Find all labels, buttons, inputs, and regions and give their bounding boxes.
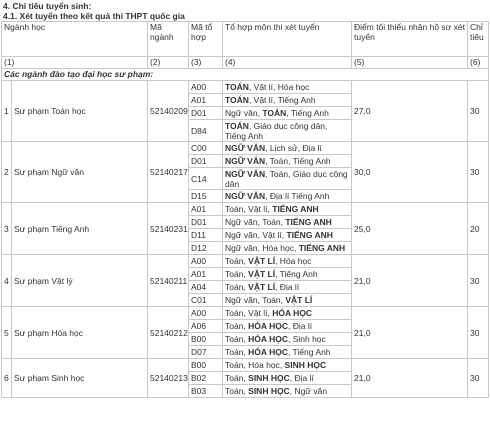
combo-subjects [223,333,352,346]
primary-subject: HÓA HỌC [248,347,288,357]
major-name: Sư phạm Hóa học [12,307,148,359]
combo-code: C14 [189,168,223,190]
combo-code: D15 [189,190,223,203]
major-number: 5 [2,307,12,359]
combo-code: B03 [189,385,223,398]
combo-code: A00 [189,81,223,94]
combo-subjects [223,385,352,398]
min-score: 21,0 [352,255,468,307]
subject-text: , Ngữ văn [289,386,328,396]
combo-subjects [223,281,352,294]
header-min-score: Điểm tối thiểu nhận hồ sơ xét tuyển [352,22,468,57]
quota: 30 [468,142,489,203]
combo-code: A04 [189,281,223,294]
min-score: 21,0 [352,359,468,398]
primary-subject: HÓA HỌC [248,321,288,331]
column-number: (5) [352,57,468,69]
subject-text: , Địa lí [275,282,300,292]
subject-text: , Vật lí, Tiếng Anh [248,95,316,105]
primary-subject: VẬT LÍ [285,295,313,305]
subject-text: , Tiếng Anh [275,269,318,279]
major-name: Sư phạm Sinh học [12,359,148,398]
column-number: (3) [189,57,223,69]
primary-subject: NGỮ VĂN [225,168,266,179]
major-code: 52140211 [148,255,189,307]
major-number: 6 [2,359,12,398]
primary-subject: TOÁN [225,120,249,131]
combo-subjects [223,372,352,385]
subject-text: , Sinh học [287,334,326,344]
combo-code: D12 [189,242,223,255]
subject-text: Toán, [225,347,249,357]
subject-text: Ngữ văn, Vật lí, [225,230,287,240]
combo-code: A00 [189,255,223,268]
primary-subject: TIẾNG ANH [298,243,346,253]
combo-subjects [223,203,352,216]
major-code: 52140209 [148,81,189,142]
group-row [2,69,489,81]
primary-subject: NGỮ VĂN [225,143,266,153]
combo-code: D01 [189,107,223,120]
subject-text: Toán, Vật lí, [225,308,273,318]
primary-subject: NGỮ VĂN [225,156,266,166]
subject-text: , Tiếng Anh [286,108,329,118]
combo-code: C00 [189,142,223,155]
subject-text: Ngữ văn, [225,108,263,118]
combo-subjects [223,268,352,281]
combo-subjects [223,155,352,168]
primary-subject: SINH HỌC [284,360,327,370]
column-number: (2) [148,57,189,69]
quota: 30 [468,255,489,307]
combo-subjects [223,81,352,94]
quota: 30 [468,307,489,359]
major-code: 52140213 [148,359,189,398]
primary-subject: TOÁN [262,108,287,118]
major-name: Sư phạm Ngữ văn [12,142,148,203]
header-combo-subjects: Tổ hợp môn thi xét tuyển [223,22,352,57]
combo-subjects [223,229,352,242]
column-number: (1) [2,57,148,69]
header-combo-code: Mã tổ hợp [189,22,223,57]
column-number: (4) [223,57,352,69]
primary-subject: SINH HỌC [248,386,290,396]
combo-code: D01 [189,216,223,229]
major-name: Sư phạm Tiếng Anh [12,203,148,255]
combo-subjects [223,294,352,307]
header-quota: Chỉ tiêu [468,22,489,57]
subject-text: , Địa lí Tiếng Anh [265,191,330,201]
quota: 30 [468,81,489,142]
major-code: 52140212 [148,307,189,359]
combo-subjects [223,242,352,255]
primary-subject: VẬT LÍ [248,269,276,279]
table-row [2,359,489,372]
combo-subjects [223,307,352,320]
subject-text: Toán, Hóa học, [225,360,285,370]
primary-subject: TIẾNG ANH [272,204,319,214]
section-heading: 4. Chỉ tiêu tuyển sinh: [3,1,92,11]
primary-subject: VẬT LÍ [248,282,276,292]
combo-code: D07 [189,346,223,359]
combo-code: B00 [189,359,223,372]
major-number: 2 [2,142,12,203]
min-score: 25,0 [352,203,468,255]
combo-code: A01 [189,268,223,281]
table-row [2,307,489,320]
combo-subjects [223,168,352,190]
subject-text: Toán, Vật lí, [225,204,273,214]
primary-subject: TIẾNG ANH [285,217,332,227]
subject-text: , Tiếng Anh [287,347,331,357]
subject-text: , Hóa học [275,256,312,266]
major-code: 52140217 [148,142,189,203]
combo-subjects [223,255,352,268]
combo-code: B02 [189,372,223,385]
primary-subject: HÓA HỌC [272,308,313,318]
combo-subjects [223,359,352,372]
subject-text: , Lịch sử, Địa lí [265,143,322,153]
primary-subject: TOÁN [225,82,249,92]
subject-text: , Toán, Giáo dục công dân [225,168,348,189]
table-row [2,203,489,216]
major-number: 3 [2,203,12,255]
combo-subjects [223,216,352,229]
subject-text: Toán, [225,282,249,292]
subject-text: Toán, [225,373,249,383]
major-name: Sư phạm Toán học [12,81,148,142]
subject-text: Toán, [225,256,249,266]
major-code: 52140231 [148,203,189,255]
primary-subject: HÓA HỌC [248,334,288,344]
subject-text: Toán, [225,321,249,331]
primary-subject: VẬT LÍ [248,256,276,266]
majors-body [2,81,489,398]
combo-subjects [223,142,352,155]
major-number: 4 [2,255,12,307]
combo-subjects [223,94,352,107]
quota: 30 [468,359,489,398]
column-number: (6) [468,57,489,69]
admission-table [1,21,489,398]
combo-code: C01 [189,294,223,307]
major-name: Sư phạm Vật lý [12,255,148,307]
table-row [2,142,489,155]
combo-subjects [223,120,352,142]
primary-subject: SINH HỌC [248,373,290,383]
min-score: 21,0 [352,307,468,359]
combo-code: B00 [189,333,223,346]
combo-subjects [223,190,352,203]
subject-text: Ngữ văn, Toán, [225,295,286,305]
primary-subject: TOÁN [225,95,249,105]
subject-text: Toán, [225,386,249,396]
combo-code: A01 [189,203,223,216]
primary-subject: TIẾNG ANH [286,230,333,240]
subject-text: , Vật lí, Hóa học [248,82,310,92]
subject-text: , Giáo dục công dân, Tiếng Anh [225,120,328,141]
combo-code: A01 [189,94,223,107]
column-number-row [2,57,489,69]
primary-subject: NGỮ VĂN [225,191,266,201]
subject-text: , Địa lí [287,321,313,331]
group-label: Các ngành đào tạo đại học sư phạm: [2,69,489,81]
subject-text: Ngữ văn, Toán, [225,217,286,227]
combo-code: A00 [189,307,223,320]
combo-subjects [223,320,352,333]
subject-text: , Địa lí [289,373,314,383]
combo-subjects [223,346,352,359]
combo-code: D84 [189,120,223,142]
header-row [2,22,489,57]
subject-text: Toán, [225,334,249,344]
quota: 20 [468,203,489,255]
min-score: 30,0 [352,142,468,203]
min-score: 27,0 [352,81,468,142]
combo-code: D11 [189,229,223,242]
combo-subjects [223,107,352,120]
subsection-heading: 4.1. Xét tuyển theo kết quả thi THPT quốc gia [3,11,185,21]
subject-text: Toán, [225,269,249,279]
subject-text: Ngữ văn, Hóa học, [225,243,299,253]
table-row [2,255,489,268]
combo-code: D01 [189,155,223,168]
combo-code: A06 [189,320,223,333]
table-row [2,81,489,94]
major-number: 1 [2,81,12,142]
header-major: Ngành học [2,22,148,57]
header-major-code: Mã ngành [148,22,189,57]
subject-text: , Toán, Tiếng Anh [265,156,331,166]
